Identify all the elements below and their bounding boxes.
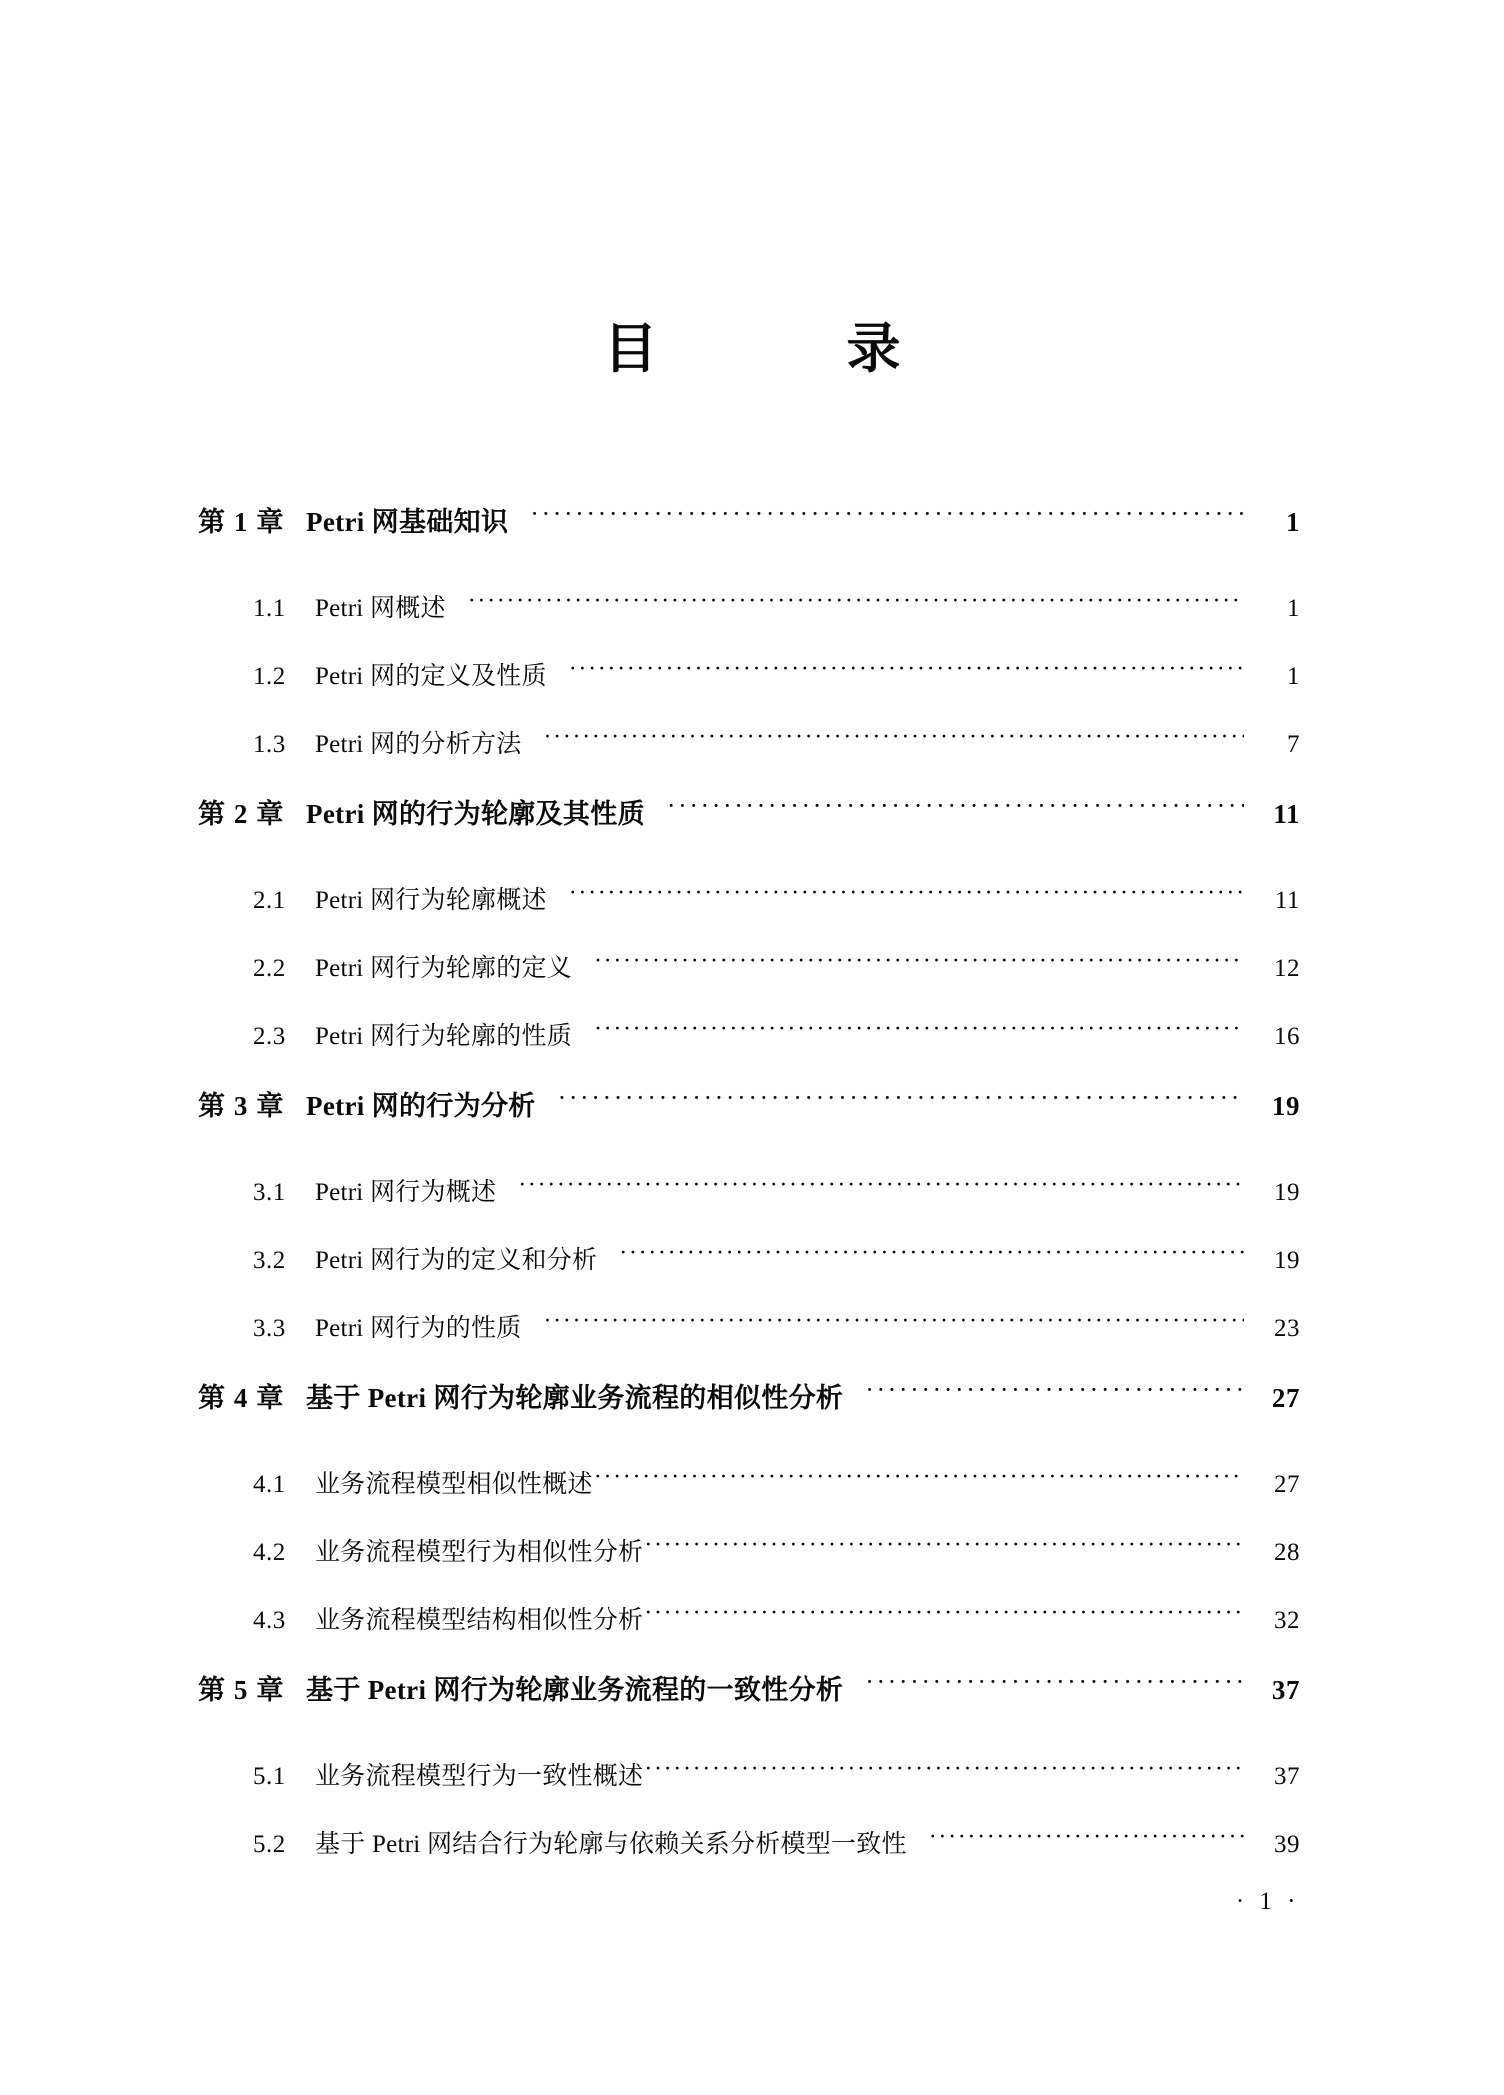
toc-section-row[interactable] xyxy=(0,656,1504,724)
toc-entry-number: 3.3 xyxy=(253,1315,286,1342)
toc-entry-number: 3.1 xyxy=(253,1179,286,1206)
toc-entry-number: 第 2 章 xyxy=(198,799,285,829)
toc-chapter-row[interactable] xyxy=(0,500,1504,588)
toc-leader-dots xyxy=(644,1759,1244,1784)
toc-entry-number: 1.2 xyxy=(253,663,286,690)
toc-entry-page-number: 27 xyxy=(1274,1471,1300,1498)
toc-section-row[interactable] xyxy=(0,1308,1504,1376)
toc-leader-dots xyxy=(929,1827,1244,1852)
toc-entry-page-number: 39 xyxy=(1274,1831,1300,1858)
toc-chapter-row[interactable] xyxy=(0,1376,1504,1464)
toc-leader-dots xyxy=(518,1175,1244,1200)
toc-entry-number: 3.2 xyxy=(253,1247,286,1274)
page-number-footer: · 1 · xyxy=(1235,1888,1300,1915)
toc-chapter-row[interactable] xyxy=(0,1084,1504,1172)
toc-entry-number: 2.1 xyxy=(253,887,286,914)
toc-entry-number: 5.2 xyxy=(253,1831,286,1858)
toc-entry-label: Petri 网的定义及性质 xyxy=(315,663,547,690)
toc-leader-dots xyxy=(543,1311,1244,1336)
toc-leader-dots xyxy=(594,1019,1244,1044)
toc-entry-label: 基于 Petri 网结合行为轮廓与依赖关系分析模型一致性 xyxy=(315,1831,907,1858)
toc-entry-number: 第 1 章 xyxy=(198,507,285,537)
toc-entry-label: Petri 网行为轮廓的定义 xyxy=(315,955,572,982)
toc-section-row[interactable] xyxy=(0,1824,1504,1892)
toc-leader-dots xyxy=(865,1672,1244,1699)
toc-entry-label: 业务流程模型相似性概述 xyxy=(315,1471,593,1498)
toc-entry-page-number: 19 xyxy=(1271,1091,1300,1121)
toc-entry-page-number: 1 xyxy=(1287,595,1300,622)
toc-entry-number: 4.1 xyxy=(253,1471,286,1498)
toc-chapter-row[interactable] xyxy=(0,792,1504,880)
toc-section-row[interactable] xyxy=(0,1172,1504,1240)
toc-entry-page-number: 28 xyxy=(1274,1539,1300,1566)
toc-entry-page-number: 19 xyxy=(1274,1179,1300,1206)
toc-leader-dots xyxy=(865,1380,1244,1407)
toc-leader-dots xyxy=(644,1535,1244,1560)
toc-entry-page-number: 32 xyxy=(1274,1607,1300,1634)
toc-entry-label: 业务流程模型结构相似性分析 xyxy=(315,1607,644,1634)
toc-leader-dots xyxy=(594,951,1244,976)
toc-section-row[interactable] xyxy=(0,1240,1504,1308)
toc-section-row[interactable] xyxy=(0,1532,1504,1600)
toc-entry-label: Petri 网行为轮廓的性质 xyxy=(315,1023,572,1050)
toc-entry-page-number: 19 xyxy=(1274,1247,1300,1274)
toc-section-row[interactable] xyxy=(0,1600,1504,1668)
toc-section-row[interactable] xyxy=(0,1756,1504,1824)
toc-leader-dots xyxy=(569,659,1244,684)
toc-leader-dots xyxy=(619,1243,1244,1268)
toc-leader-dots xyxy=(543,727,1244,752)
toc-entry-page-number: 37 xyxy=(1274,1763,1300,1790)
toc-entry-label: Petri 网的行为分析 xyxy=(306,1091,536,1121)
toc-entry-number: 第 5 章 xyxy=(198,1675,285,1705)
toc-leader-dots xyxy=(594,1467,1244,1492)
toc-entry-page-number: 11 xyxy=(1274,887,1300,914)
toc-section-row[interactable] xyxy=(0,948,1504,1016)
toc-entry-label: Petri 网概述 xyxy=(315,595,446,622)
toc-entry-page-number: 16 xyxy=(1274,1023,1300,1050)
toc-section-row[interactable] xyxy=(0,588,1504,656)
toc-entry-page-number: 11 xyxy=(1273,799,1300,829)
toc-entry-label: Petri 网行为的定义和分析 xyxy=(315,1247,598,1274)
toc-leader-dots xyxy=(468,591,1244,616)
table-of-contents-list xyxy=(0,500,1504,1892)
toc-entry-label: 基于 Petri 网行为轮廓业务流程的一致性分析 xyxy=(306,1675,844,1705)
toc-entry-label: 业务流程模型行为相似性分析 xyxy=(315,1539,644,1566)
toc-entry-number: 2.2 xyxy=(253,955,286,982)
toc-entry-number: 第 3 章 xyxy=(198,1091,285,1121)
toc-leader-dots xyxy=(558,1088,1244,1115)
toc-leader-dots xyxy=(667,796,1244,823)
toc-entry-number: 4.3 xyxy=(253,1607,286,1634)
toc-leader-dots xyxy=(530,504,1244,531)
toc-entry-label: Petri 网的分析方法 xyxy=(315,731,522,758)
toc-entry-label: 基于 Petri 网行为轮廓业务流程的相似性分析 xyxy=(306,1383,844,1413)
toc-chapter-row[interactable] xyxy=(0,1668,1504,1756)
toc-section-row[interactable] xyxy=(0,1464,1504,1532)
toc-entry-label: Petri 网的行为轮廓及其性质 xyxy=(306,799,645,829)
toc-entry-page-number: 23 xyxy=(1274,1315,1300,1342)
toc-entry-page-number: 27 xyxy=(1271,1383,1300,1413)
toc-entry-page-number: 37 xyxy=(1271,1675,1300,1705)
page-title: 目 录 xyxy=(603,319,928,379)
toc-entry-page-number: 1 xyxy=(1287,663,1300,690)
toc-entry-number: 1.3 xyxy=(253,731,286,758)
toc-entry-number: 2.3 xyxy=(253,1023,286,1050)
toc-entry-label: Petri 网行为概述 xyxy=(315,1179,497,1206)
toc-section-row[interactable] xyxy=(0,1016,1504,1084)
toc-entry-label: Petri 网基础知识 xyxy=(306,507,509,537)
toc-entry-page-number: 12 xyxy=(1274,955,1300,982)
toc-entry-label: 业务流程模型行为一致性概述 xyxy=(315,1763,644,1790)
toc-entry-number: 1.1 xyxy=(253,595,286,622)
toc-entry-label: Petri 网行为轮廓概述 xyxy=(315,887,547,914)
toc-section-row[interactable] xyxy=(0,880,1504,948)
toc-section-row[interactable] xyxy=(0,724,1504,792)
toc-entry-page-number: 1 xyxy=(1285,507,1300,537)
toc-entry-number: 5.1 xyxy=(253,1763,286,1790)
toc-entry-number: 第 4 章 xyxy=(198,1383,285,1413)
toc-leader-dots xyxy=(569,883,1244,908)
toc-entry-page-number: 7 xyxy=(1287,731,1300,758)
toc-entry-number: 4.2 xyxy=(253,1539,286,1566)
toc-entry-label: Petri 网行为的性质 xyxy=(315,1315,522,1342)
toc-leader-dots xyxy=(644,1603,1244,1628)
